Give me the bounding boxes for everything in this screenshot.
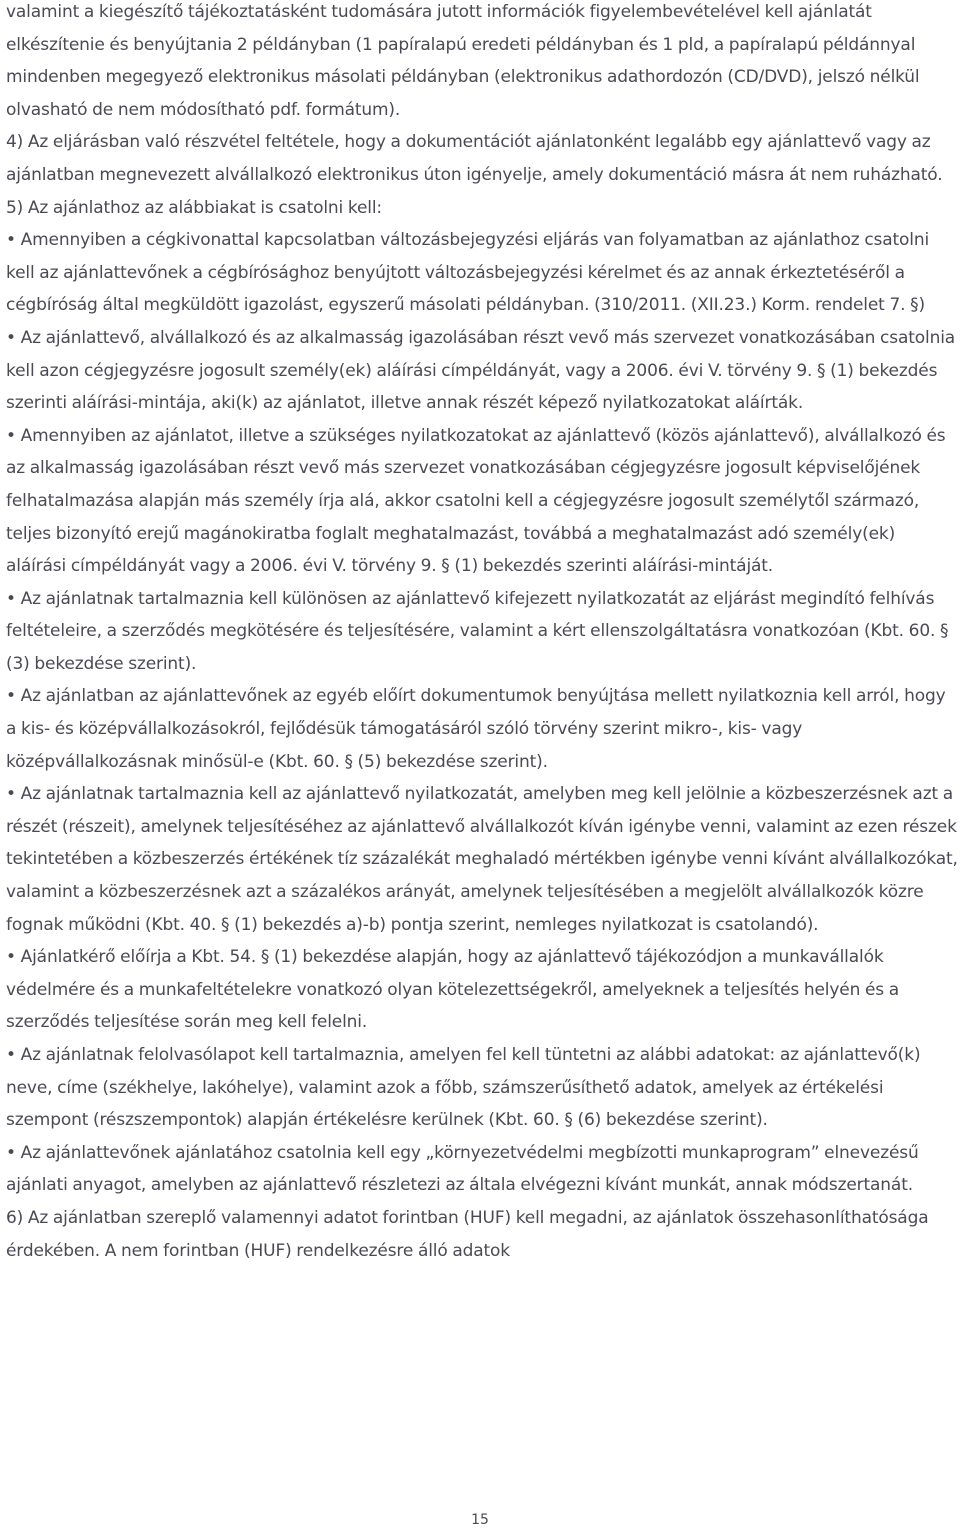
- list-item-subcontractor-declaration: • Az ajánlatnak tartalmaznia kell az ajánlattevő nyilatkozatát, amelyben meg kell jelölnie a közbeszerzésnek azt a részét (részeit), amelynek teljesítéséhez az ajánlattevő alvállalkozót kíván igénybe venni, valamint az ezen részek tekintetében a közbeszerzés értékének tíz százalékát meghaladó mértékben igénybe venni kívánt alvállalkozókat, valamint a közbeszerzésnek azt a százalékos arányát, amelynek teljesítésében a megjelölt alvállalkozók közre fognak működni (Kbt. 40. § (1) bekezdés a)-b) pontja szerint, nemleges nyilatkozat is csatolandó).: [6, 784, 958, 935]
- list-item-company-change: • Amennyiben a cégkivonattal kapcsolatban változásbejegyzési eljárás van folyamatban az ajánlathoz csatolni kell az ajánlattevőnek a cégbírósághoz benyújtott változásbejegyzési kérelmet és az annak érkeztetéséről a cégbíróság által megküldött igazolást, egyszerű másolati példányban. (310/2011. (XII.23.) Korm. rendelet 7. §): [6, 230, 930, 316]
- list-item-sme-declaration: • Az ajánlatban az ajánlattevőnek az egyéb előírt dokumentumok benyújtása mellett nyilatkoznia kell arról, hogy a kis- és középvállalkozásokról, fejlődésük támogatásáról szóló törvény szerint mikro-, kis- vagy középvállalkozásnak minősül-e (Kbt. 60. § (5) bekezdése szerint).: [6, 686, 946, 772]
- paragraph-4-documentation: 4) Az eljárásban való részvétel feltétele, hogy a dokumentációt ajánlatonként legalább egy ajánlattevő vagy az ajánlatban megnevezett alvállalkozó elektronikus úton igényelje, amely dokumentáció másra át nem ruházható.: [6, 132, 943, 185]
- paragraph-6-currency: 6) Az ajánlatban szereplő valamennyi adatot forintban (HUF) kell megadni, az ajánlatok összehasonlíthatósága érdekében. A nem forintban (HUF) rendelkezésre álló adatok: [6, 1207, 929, 1261]
- list-item-authorization: • Amennyiben az ajánlatot, illetve a szükséges nyilatkozatokat az ajánlattevő (közös ajánlattevő), alvállalkozó és az alkalmasság igazolásában részt vevő más szervezet vonatkozásában cégjegyzésre jogosult képviselőjének felhatalmazása alapján más személy írja alá, akkor csatolni kell a cégjegyzésre jogosult személytől származó, teljes bizonyító erejű magánokiratba foglalt meghatalmazást, továbbá a meghatalmazást adó személy(ek) aláírási címpéldányát vagy a 2006. évi V. törvény 9. § (1) bekezdés szerinti aláírási-mintáját.: [6, 425, 946, 577]
- list-item-reading-sheet: • Az ajánlatnak felolvasólapot kell tartalmaznia, amelyen fel kell tüntetni az alábbi adatokat: az ajánlattevő(k) neve, címe (székhelye, lakóhelye), valamint azok a főbb, számszerűsíthető adatok, amelyek az értékelési szempont (részszempontok) alapján értékelésre kerülnek (Kbt. 60. § (6) bekezdése szerint).: [6, 1045, 921, 1131]
- paragraph-5-attachments-heading: 5) Az ajánlathoz az alábbiakat is csatolni kell:: [6, 197, 382, 218]
- paragraph-submission-copies: valamint a kiegészítő tájékoztatásként tudomására jutott információk figyelembevételével kell ajánlatát elkészítenie és benyújtania 2 példányban (1 papíralapú eredeti példányban és 1 pld, a papíralapú példánnyal mindenben megegyező elektronikus másolati példányban (elektronikus adathordozón (CD/DVD), jelszó nélkül olvasható de nem módosítható pdf. formátum).: [6, 2, 920, 120]
- list-item-environmental-program: • Az ajánlattevőnek ajánlatához csatolnia kell egy „környezetvédelmi megbízotti munkaprogram” elnevezésű ajánlati anyagot, amelyben az ajánlattevő részletezi az általa elvégezni kívánt munkát, annak módszertanát.: [6, 1142, 919, 1196]
- page-number: 15: [471, 1512, 489, 1528]
- list-item-express-declaration: • Az ajánlatnak tartalmaznia kell különösen az ajánlattevő kifejezett nyilatkozatát az eljárást megindító felhívás feltételeire, a szerződés megkötésére és teljesítésére, valamint a kért ellenszolgáltatásra vonatkozóan (Kbt. 60. § (3) bekezdése szerint).: [6, 588, 949, 674]
- list-item-worker-protection: • Ajánlatkérő előírja a Kbt. 54. § (1) bekezdése alapján, hogy az ajánlattevő tájékozódjon a munkavállalók védelmére és a munkafeltételekre vonatkozó olyan kötelezettségekről, amelyeknek a teljesítés helyén és a szerződés teljesítése során meg kell felelni.: [6, 947, 899, 1033]
- list-item-signature-specimen: • Az ajánlattevő, alvállalkozó és az alkalmasság igazolásában részt vevő más szervezet vonatkozásában csatolnia kell azon cégjegyzésre jogosult személy(ek) aláírási címpéldányát, vagy a 2006. évi V. törvény 9. § (1) bekezdés szerinti aláírási-mintája, aki(k) az ajánlatot, illetve annak részét képező nyilatkozatokat aláírták.: [6, 327, 956, 414]
- document-body: [6, 0, 958, 1267]
